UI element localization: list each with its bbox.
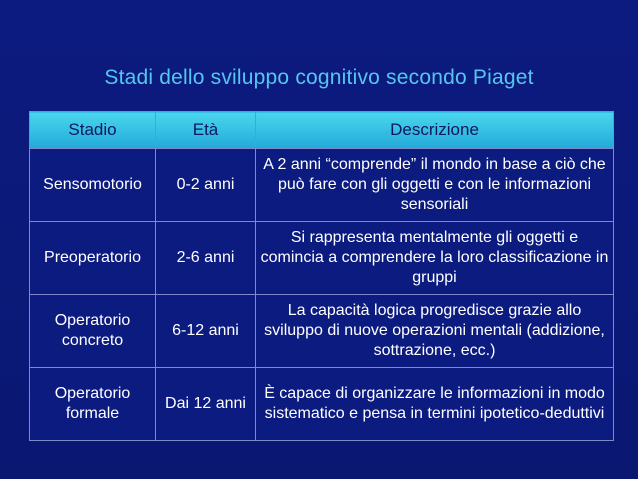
cell-eta: 2-6 anni	[156, 222, 256, 295]
table-row	[30, 222, 614, 295]
cell-descrizione: Si rappresenta mentalmente gli oggetti e comincia a comprendere la loro classificazione in gruppi	[256, 222, 614, 295]
cell-eta: 0-2 anni	[156, 149, 256, 222]
slide-title: Stadi dello sviluppo cognitivo secondo Piaget	[104, 66, 534, 89]
cell-eta: Dai 12 anni	[156, 368, 256, 441]
cell-stadio: Preoperatorio	[30, 222, 156, 295]
table-row	[30, 295, 614, 368]
cell-descrizione: A 2 anni “comprende” il mondo in base a ciò che può fare con gli oggetti e con le informazioni sensoriali	[256, 149, 614, 222]
cell-descrizione: La capacità logica progredisce grazie allo sviluppo di nuove operazioni mentali (addizione, sottrazione, ecc.)	[256, 295, 614, 368]
cell-descrizione: È capace di organizzare le informazioni in modo sistematico e pensa in termini ipotetico-deduttivi	[256, 368, 614, 441]
header-stadio: Stadio	[30, 112, 156, 149]
table-row	[30, 368, 614, 441]
cell-stadio: Operatorio concreto	[30, 295, 156, 368]
header-descrizione: Descrizione	[256, 112, 614, 149]
cell-stadio: Operatorio formale	[30, 368, 156, 441]
table-header-row	[30, 112, 614, 149]
table-row	[30, 149, 614, 222]
cell-eta: 6-12 anni	[156, 295, 256, 368]
piaget-stages-table	[29, 111, 614, 441]
cell-stadio: Sensomotorio	[30, 149, 156, 222]
header-eta: Età	[156, 112, 256, 149]
